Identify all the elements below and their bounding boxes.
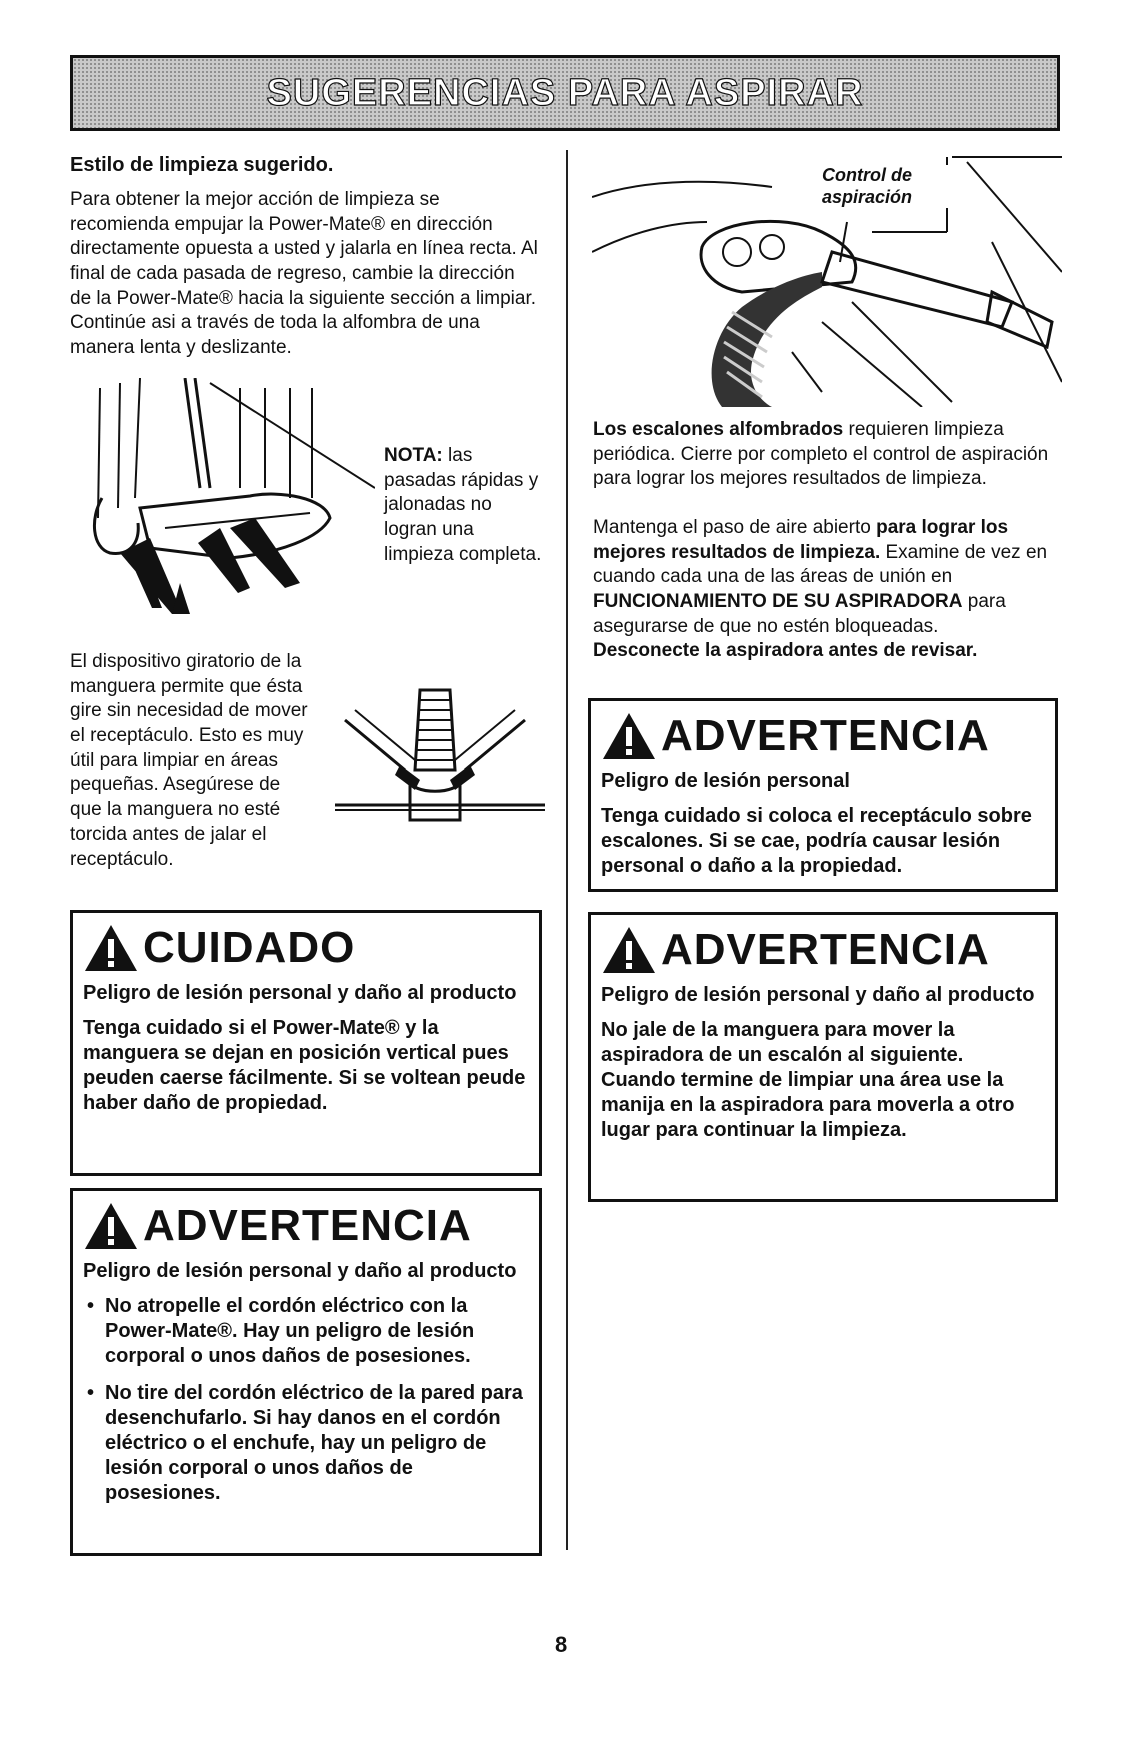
cuidado-header — [83, 923, 527, 973]
advertencia-subtitle-right-1: Peligro de lesión personal — [601, 770, 850, 792]
advertencia-header-right-1 — [601, 711, 1043, 761]
advertencia-box-right-2 — [588, 912, 1058, 1202]
advertencia-title-left: ADVERTENCIA — [143, 1201, 472, 1250]
advertencia-bullet: • No atropelle el cordón eléctrico con la Power-Mate®. Hay un peligro de lesión corporal o unos daños de posesiones. — [83, 1294, 527, 1369]
advertencia-header-right-2 — [601, 925, 1043, 975]
airflow-text-d: FUNCIONAMIENTO DE SU ASPIRADORA — [593, 591, 963, 613]
page-title-bar — [70, 55, 1060, 131]
advertencia-header-left — [83, 1201, 527, 1251]
warning-triangle-icon — [601, 711, 657, 761]
suction-control-label: Control de aspiración — [822, 165, 962, 208]
warning-triangle-icon — [83, 1201, 139, 1251]
stairs-paragraph — [593, 418, 1063, 492]
airflow-text-b: para lograr los mejores resultados de limpieza. — [593, 517, 1009, 563]
cleaning-style-paragraph: Para obtener la mejor acción de limpieza se recomienda empujar la Power-Mate® en dirección directamente opuesta a usted y jalarla en línea recta. Al final de cada pasada de regreso, cambie la dirección de la Power-Mate® hacia la siguiente sección a limpiar. Continúe asi a través de toda la alfombra de una manera lenta y deslizante. — [70, 189, 538, 359]
nota-text: las pasadas rápidas y jalonadas no logran una limpieza completa. — [384, 445, 542, 565]
advertencia-title-right-2: ADVERTENCIA — [661, 925, 990, 974]
swivel-paragraph: El dispositivo giratorio de la manguera permite que ésta gire sin necesidad de mover el receptáculo. Esto es muy útil para limpiar en áreas pequeñas. Asegúrese de que la manguera no esté torcida antes de jalar el receptáculo. — [70, 651, 308, 870]
stairs-bold: Los escalones alfombrados — [593, 419, 844, 440]
advertencia-subtitle-left: Peligro de lesión personal y daño al producto — [83, 1260, 517, 1282]
advertencia-title-right-1: ADVERTENCIA — [661, 711, 990, 760]
advertencia-body-right-2: No jale de la manguera para mover la aspiradora de un escalón al siguiente. Cuando termine de limpiar una área use la manija en la aspiradora para moverla a otro lugar para continuar la limpieza. — [601, 1019, 1015, 1141]
advertencia-box-right-1 — [588, 698, 1058, 892]
warning-triangle-icon — [83, 923, 139, 973]
cuidado-body: Tenga cuidado si el Power-Mate® y la manguera se dejan en posición vertical pues peuden caerse fácilmente. Si se voltean peude haber daño de propiedad. — [83, 1017, 526, 1114]
cuidado-title: CUIDADO — [143, 923, 356, 972]
page-title: SUGERENCIAS PARA ASPIRAR — [266, 71, 864, 114]
stairs-text: requieren limpieza periódica. Cierre por completo el control de aspiración para lograr los mejores resultados de limpieza. — [593, 419, 1049, 490]
page-number: 8 — [555, 1632, 568, 1657]
advertencia-subtitle-right-2: Peligro de lesión personal y daño al producto — [601, 984, 1035, 1006]
column-divider — [566, 150, 568, 1550]
advertencia-body-right-1: Tenga cuidado si coloca el receptáculo sobre escalones. Si se cae, podría causar lesión personal o daño a la propiedad. — [601, 805, 1032, 877]
airflow-text-a: Mantenga el paso de aire abierto — [593, 517, 877, 538]
advertencia-bullet-list — [83, 1294, 527, 1506]
warning-triangle-icon — [601, 925, 657, 975]
hose-swivel-illustration — [325, 680, 545, 830]
airflow-text-e: para asegurarse de que no estén bloqueadas. — [593, 591, 1006, 637]
nota-label: NOTA: — [384, 445, 443, 466]
advertencia-bullet: • No tire del cordón eléctrico de la pared para desenchufarlo. Si hay danos en el cordón eléctrico o el enchufe, hay un peligro de lesión corporal o unos daños de posesiones. — [83, 1381, 527, 1506]
nota-block — [384, 444, 544, 567]
advertencia-box-left — [70, 1188, 542, 1556]
power-mate-pushing-illustration — [80, 378, 375, 618]
airflow-text-f: Desconecte la aspiradora antes de revisar. — [593, 640, 978, 662]
cuidado-box — [70, 910, 542, 1176]
airflow-text-c: Examine de vez en cuando cada una de las áreas de unión en — [593, 541, 1048, 588]
cleaning-style-heading: Estilo de limpieza sugerido. — [70, 154, 334, 176]
airflow-paragraph — [593, 516, 1063, 664]
cuidado-subtitle: Peligro de lesión personal y daño al producto — [83, 982, 517, 1004]
